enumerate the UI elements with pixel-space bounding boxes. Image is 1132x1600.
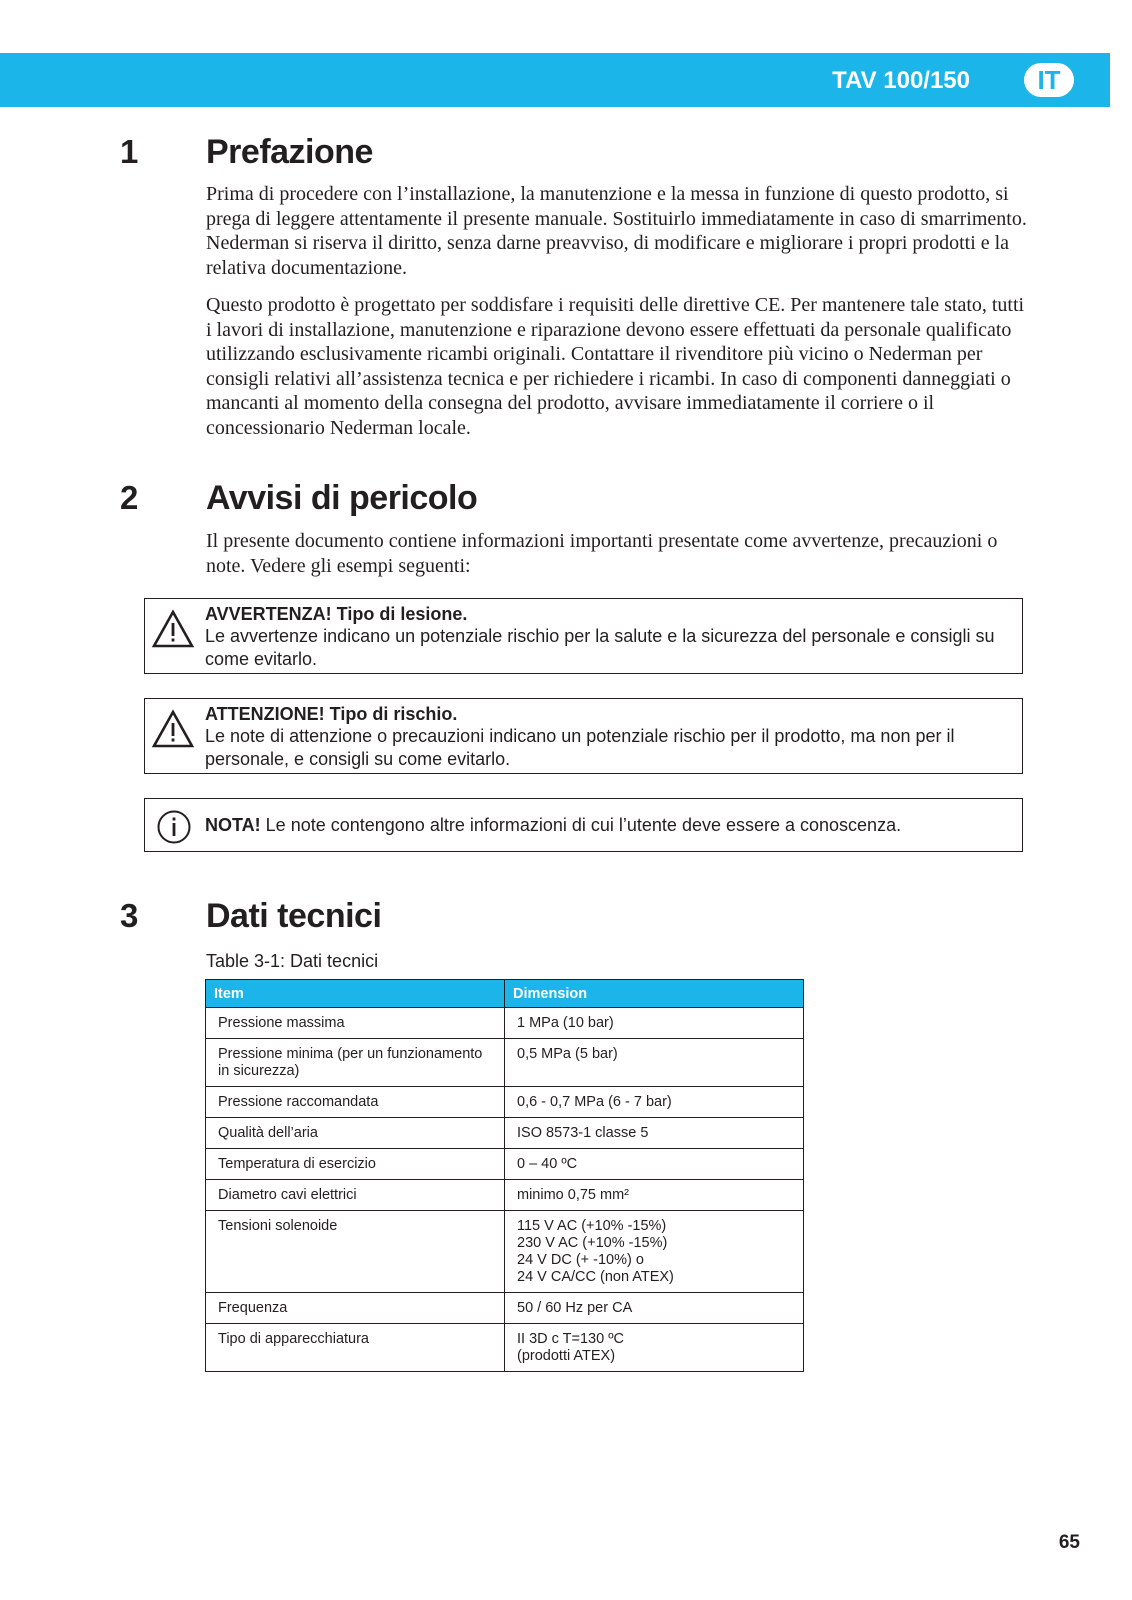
item-cell <box>206 1211 505 1293</box>
cell-line: (prodotti ATEX) <box>517 1348 616 1364</box>
value-cell <box>505 1087 804 1118</box>
item-cell <box>206 1008 505 1039</box>
value-cell <box>505 1118 804 1149</box>
cell-line: 230 V AC (+10% -15%) <box>517 1235 668 1251</box>
section-number: 1 <box>120 133 139 170</box>
column-header-item: Item <box>206 980 505 1008</box>
cell-line: Qualità dell’aria <box>218 1125 318 1141</box>
cell-line: Frequenza <box>218 1300 288 1316</box>
table-row <box>206 1211 804 1293</box>
value-cell <box>505 1293 804 1324</box>
value-cell <box>505 1039 804 1087</box>
item-cell <box>206 1180 505 1211</box>
cell-line: 1 MPa (10 bar) <box>517 1015 614 1031</box>
section-number: 2 <box>120 479 139 516</box>
table-row <box>206 1039 804 1087</box>
warning-triangle-icon <box>151 709 195 749</box>
table-row <box>206 1118 804 1149</box>
caution-body: Le note di attenzione o precauzioni indicano un potenziale rischio per il prodotto, ma non per il personale, e consigli su come evitarlo. <box>205 726 955 769</box>
section-title: Dati tecnici <box>206 897 382 935</box>
cell-line: 24 V DC (+ -10%) o <box>517 1252 644 1268</box>
info-circle-icon <box>156 809 192 845</box>
caution-notice <box>144 698 1023 774</box>
table-row <box>206 1008 804 1039</box>
warning-body: Le avvertenze indicano un potenziale rischio per la salute e la sicurezza del personale e consigli su come evitarlo. <box>205 626 995 669</box>
cell-line: minimo 0,75 mm² <box>517 1187 629 1203</box>
paragraph: Questo prodotto è progettato per soddisfare i requisiti delle direttive CE. Per mantenere tale stato, tutti i lavori di installazione, manutenzione e riparazione devono essere effettuati da personale qualificato utilizzando esclusivamente ricambi originali. Contattare il rivenditore più vicino o Nederman per consigli relativi all’assistenza tecnica e per richiedere i ricambi. In caso di componenti danneggiati o mancanti al momento della consegna del prodotto, avvisare immediatamente il corriere o il concessionario Nederman locale. <box>206 294 1025 439</box>
table-header-row <box>206 980 804 1008</box>
item-cell <box>206 1293 505 1324</box>
cell-line: 0 – 40 ºC <box>517 1156 578 1172</box>
value-cell <box>505 1211 804 1293</box>
cell-line: Diametro cavi elettrici <box>218 1187 357 1203</box>
technical-data-table <box>205 979 804 1372</box>
table-body <box>206 1008 804 1372</box>
note-text <box>205 813 901 837</box>
section-title: Prefazione <box>206 133 373 171</box>
warning-title: AVVERTENZA! Tipo di lesione. <box>205 604 468 624</box>
warning-triangle-icon <box>151 609 195 649</box>
table-row <box>206 1087 804 1118</box>
table-row <box>206 1180 804 1211</box>
item-cell <box>206 1118 505 1149</box>
document-title: TAV 100/150 <box>832 67 970 94</box>
cell-line: Tensioni solenoide <box>218 1218 338 1234</box>
cell-line: Pressione massima <box>218 1015 345 1031</box>
table-caption: Table 3-1: Dati tecnici <box>206 951 379 971</box>
caution-title: ATTENZIONE! Tipo di rischio. <box>205 704 458 724</box>
cell-line: ISO 8573-1 classe 5 <box>517 1125 649 1141</box>
table-row <box>206 1324 804 1372</box>
item-cell <box>206 1087 505 1118</box>
note-notice <box>144 798 1023 852</box>
section-number: 3 <box>120 897 139 934</box>
note-body: Le note contengono altre informazioni di cui l’utente deve essere a conoscenza. <box>265 815 902 835</box>
page-number: 65 <box>1058 1532 1080 1553</box>
section-title: Avvisi di pericolo <box>206 479 478 517</box>
cell-line: Tipo di apparecchiatura <box>218 1331 369 1347</box>
cell-line: 0,6 - 0,7 MPa (6 - 7 bar) <box>517 1094 672 1110</box>
note-label: NOTA! <box>205 815 261 835</box>
item-cell <box>206 1324 505 1372</box>
column-header-dimension: Dimension <box>505 980 804 1008</box>
cell-line: 24 V CA/CC (non ATEX) <box>517 1269 674 1285</box>
cell-line: 0,5 MPa (5 bar) <box>517 1046 618 1062</box>
cell-line: Pressione minima (per un funzionamento <box>218 1046 483 1062</box>
table-row <box>206 1293 804 1324</box>
paragraph: Il presente documento contiene informazioni importanti presentate come avvertenze, precauzioni o note. Vedere gli esempi seguenti: <box>206 530 998 577</box>
cell-line: 115 V AC (+10% -15%) <box>517 1218 667 1234</box>
value-cell <box>505 1180 804 1211</box>
cell-line: II 3D c T=130 ºC <box>517 1331 624 1347</box>
item-cell <box>206 1149 505 1180</box>
cell-line: Pressione raccomandata <box>218 1094 379 1110</box>
paragraph: Prima di procedere con l’installazione, la manutenzione e la messa in funzione di questo prodotto, si prega di leggere attentamente il presente manuale. Sostituirlo immediatamente in caso di smarrimento. Nederman si riserva il diritto, senza darne preavviso, di modificare e migliorare i propri prodotti e la relativa documentazione. <box>206 183 1027 279</box>
warning-notice <box>144 598 1023 674</box>
value-cell <box>505 1324 804 1372</box>
language-badge: IT <box>1024 63 1074 97</box>
value-cell <box>505 1008 804 1039</box>
item-cell <box>206 1039 505 1087</box>
cell-line: Temperatura di esercizio <box>218 1156 376 1172</box>
cell-line: 50 / 60 Hz per CA <box>517 1300 633 1316</box>
header-bar <box>0 53 1110 107</box>
value-cell <box>505 1149 804 1180</box>
cell-line: in sicurezza) <box>218 1063 300 1079</box>
table-row <box>206 1149 804 1180</box>
